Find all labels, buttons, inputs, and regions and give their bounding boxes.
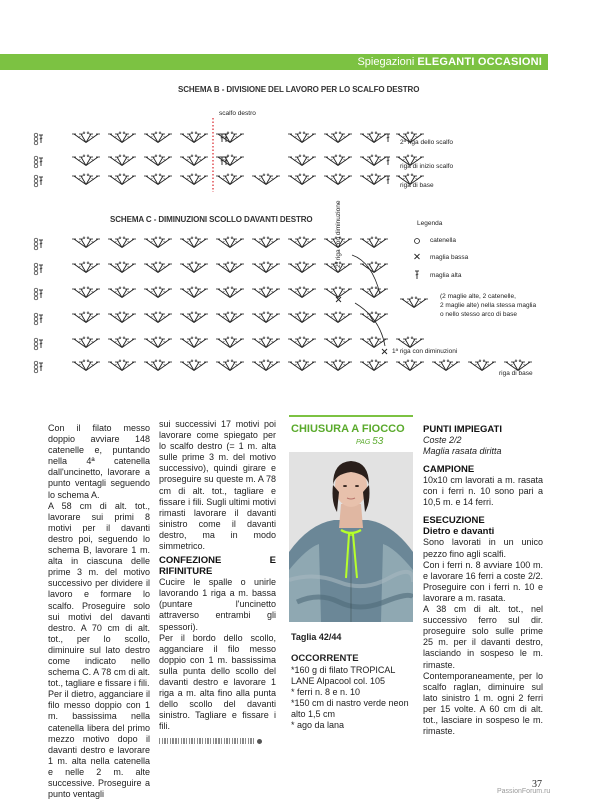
- fan-stitch: [72, 312, 100, 323]
- fan-stitch: [432, 360, 460, 371]
- fan-stitch: [108, 312, 136, 323]
- fan-stitch: [288, 312, 316, 323]
- esecuzione-heading: ESECUZIONE: [423, 515, 485, 527]
- fan-stitch: [108, 132, 136, 143]
- legend-fan-line-2: 2 maglie alte) nella stessa maglia: [440, 302, 537, 309]
- edge-stitch-group: [34, 133, 43, 145]
- fan-stitch: [324, 287, 352, 298]
- fan-stitch: [72, 155, 100, 166]
- dotbar-tick: [237, 738, 238, 744]
- fan-stitch: [216, 360, 244, 371]
- fan-stitch: [108, 262, 136, 273]
- fan-stitch: [180, 312, 208, 323]
- end-of-article-marker: [159, 738, 276, 744]
- dotbar-tick: [159, 738, 160, 744]
- fan-stitch: [180, 174, 208, 185]
- fan-stitch: [72, 174, 100, 185]
- dotbar-tick: [215, 738, 216, 744]
- fan-stitch: [144, 174, 172, 185]
- fan-stitch: [180, 155, 208, 166]
- materials-box: [291, 632, 413, 731]
- fan-stitch: [288, 360, 316, 371]
- fan-stitch: [144, 262, 172, 273]
- fan-stitch: [216, 174, 244, 185]
- punti-item: Maglia rasata diritta: [423, 446, 502, 457]
- fan-stitch: [252, 174, 280, 185]
- material-item: *160 g di filato TROPICAL LANE Alpacool col. 105: [291, 665, 396, 686]
- fan-stitch: [108, 237, 136, 248]
- single-crochet-cross-icon: [415, 254, 420, 259]
- col2-paragraph: Cucire le spalle o unirle lavorando 1 riga a m. bassa (puntare l'uncinetto attraverso entrambi gli spessori).: [159, 577, 276, 632]
- fan-stitch: [216, 237, 244, 248]
- schema-b-row-label-2: riga di inizio scalfo: [400, 163, 454, 170]
- campione-heading: CAMPIONE: [423, 464, 475, 476]
- legend-fan-line-1: (2 maglie alte, 2 catenelle,: [440, 293, 516, 300]
- watermark: PassionForum.ru: [497, 788, 551, 795]
- fan-stitch: [216, 132, 244, 143]
- schema-b-rows: [34, 132, 424, 187]
- fan-stitch: [216, 155, 244, 166]
- fan-stitch-icon: [400, 297, 428, 308]
- punti-heading: PUNTI IMPIEGATI: [423, 424, 502, 435]
- fan-stitch: [252, 237, 280, 248]
- dotbar-tick: [191, 738, 192, 744]
- fan-stitch: [360, 337, 388, 348]
- fan-stitch: [252, 360, 280, 371]
- fan-stitch: [180, 360, 208, 371]
- page-number: 37: [532, 779, 542, 790]
- fan-stitch: [180, 237, 208, 248]
- dotbar-tick: [248, 738, 249, 744]
- dotbar-end-dot: [257, 739, 262, 744]
- legend-fan-line-3: o nello stesso arco di base: [440, 311, 517, 318]
- first-dec-arc: [355, 303, 385, 346]
- fan-stitch: [288, 262, 316, 273]
- material-item: *150 cm di nastro verde neon alto 1,5 cm: [291, 698, 409, 719]
- double-crochet-stitch: [386, 134, 390, 142]
- punti-item: Coste 2/2: [423, 435, 462, 445]
- col4-paragraph: Sono lavorati in un unico pezzo fino agli scalfi.: [423, 537, 543, 559]
- fan-stitch: [324, 155, 352, 166]
- fan-stitch: [144, 237, 172, 248]
- second-dec-vertical-label: 2ª riga con diminuzione: [335, 200, 342, 268]
- fan-stitch: [108, 174, 136, 185]
- dotbar-tick: [226, 738, 227, 744]
- fan-stitch: [144, 337, 172, 348]
- fan-stitch: [360, 155, 388, 166]
- fan-stitch: [72, 287, 100, 298]
- scalfo-label: scalfo destro: [219, 110, 256, 117]
- dotbar-tick: [164, 738, 165, 744]
- edge-stitch-group: [34, 156, 43, 168]
- confezione-heading: CONFEZIONE E RIFINITURE: [159, 555, 276, 578]
- fan-stitch: [252, 262, 280, 273]
- dotbar-tick: [162, 738, 163, 744]
- edge-stitch-group: [34, 361, 43, 373]
- dotbar-tick: [186, 738, 187, 744]
- fan-stitch: [144, 132, 172, 143]
- schema-c-base-label: riga di base: [499, 370, 533, 377]
- fan-stitch: [252, 337, 280, 348]
- dotbar-tick: [253, 738, 254, 744]
- edge-stitch-group: [34, 338, 43, 350]
- legend-label-maglia-alta: maglia alta: [430, 272, 462, 279]
- schema-b-row-label-1: 2ª riga dello scalfo: [400, 139, 453, 146]
- model-photo-illustration: [289, 452, 413, 622]
- dotbar-tick: [221, 738, 222, 744]
- dotbar-tick: [194, 738, 195, 744]
- fan-stitch: [288, 174, 316, 185]
- section-title: ELEGANTI OCCASIONI: [417, 56, 542, 68]
- col2-paragraph: sui successivi 17 motivi poi lavorare come spiegato per lo scalfo destro (= 1 m. alta sulle prime 3 m. del motivo successivo), quindi girare e proseguire su queste m. A 78 cm di alt. tot., tagliare e fissare i fili. Sugli ultimi motivi rimasti lavorare il davanti sinistro come il davanti destro, ma in modo simmetrico.: [159, 419, 276, 552]
- fan-stitch: [216, 287, 244, 298]
- fan-stitch: [72, 337, 100, 348]
- fan-stitch: [72, 237, 100, 248]
- col4-paragraph: Con i ferri n. 8 avviare 100 m. e lavorare 16 ferri a coste 2/2. Proseguire con i ferri n. 10 e lavorare a m. rasata.: [423, 559, 543, 603]
- fan-stitch: [108, 360, 136, 371]
- fan-stitch: [180, 132, 208, 143]
- dotbar-tick: [181, 738, 182, 744]
- fan-stitch: [288, 337, 316, 348]
- material-item: * ferri n. 8 e n. 10: [291, 687, 361, 697]
- double-crochet-stitch: [386, 176, 390, 184]
- fan-stitch: [324, 174, 352, 185]
- dotbar-tick: [197, 738, 198, 744]
- fan-stitch: [72, 360, 100, 371]
- fan-stitch: [144, 312, 172, 323]
- edge-stitch-group: [34, 288, 43, 300]
- double-crochet-t-icon: [415, 271, 419, 279]
- fan-stitch: [360, 312, 388, 323]
- fan-stitch: [108, 155, 136, 166]
- instructions-column-2: [159, 419, 276, 744]
- fan-stitch: [108, 287, 136, 298]
- fan-stitch: [360, 262, 388, 273]
- fan-stitch: [180, 287, 208, 298]
- col1-paragraph: A 58 cm di alt. tot., lavorare sui primi 8 motivi per il davanti destro poi, seguendo lo schema B, lavorare 1 m. alta in ciascuna delle prime 3 m. del motivo successivo per dividere il lavoro e formare lo scalfo. Proseguire solo sui motivi del davanti destro. A 70 cm di alt. tot., per lo scollo, diminuire sul lato destro come indicato nello schema C. A 78 cm di alt. tot., tagliare e fissare i fili.: [48, 500, 150, 689]
- dotbar-tick: [207, 738, 208, 744]
- fan-stitch: [252, 287, 280, 298]
- dotbar-tick: [229, 738, 230, 744]
- dotbar-tick: [213, 738, 214, 744]
- fan-stitch: [468, 360, 496, 371]
- dotbar-tick: [167, 738, 168, 744]
- fan-stitch: [288, 155, 316, 166]
- dotbar-tick: [189, 738, 190, 744]
- fan-stitch: [180, 337, 208, 348]
- col1-paragraph: Per il dietro, agganciare il filo messo doppio con 1 m. bassissima nella catenella libera del primo mezzo motivo dopo il davanti destro e lavorare 1 m. alta nella catenella e nelle 2 m. alte successive. Proseguire a punto ventagli: [48, 689, 150, 800]
- model-photo: [289, 452, 413, 622]
- fan-stitch: [72, 262, 100, 273]
- fan-stitch: [180, 262, 208, 273]
- dotbar-tick: [170, 738, 171, 744]
- schema-b-row-label-3: riga di base: [400, 182, 434, 189]
- edge-stitch-group: [34, 313, 43, 325]
- dotbar-tick: [178, 738, 179, 744]
- dotbar-tick: [199, 738, 200, 744]
- fan-stitch: [144, 155, 172, 166]
- edge-stitch-group: [34, 263, 43, 275]
- instructions-column-1: [48, 423, 150, 800]
- legend-label-catenella: catenella: [430, 237, 457, 244]
- fan-stitch: [396, 337, 424, 348]
- dotbar-tick: [234, 738, 235, 744]
- dec-x-mark-1: [382, 349, 387, 354]
- fan-stitch: [72, 132, 100, 143]
- fan-stitch: [324, 337, 352, 348]
- fan-stitch: [216, 337, 244, 348]
- fan-stitch: [360, 174, 388, 185]
- col4-paragraph: A 38 cm di alt. tot., nel successivo ferro sul dir. proseguire solo sulle prime 25 m. per il davanti destro, lasciando in sospeso le m. rimaste. Contemporaneamente, per lo scalfo raglan, diminuire sul lato sinistro 1 m. ogni 2 ferri per 15 volte. A 60 cm di alt. tot., lasciare in sospeso le m. rimaste.: [423, 604, 543, 737]
- dotbar-tick: [245, 738, 246, 744]
- article-title: CHIUSURA A FIOCCO: [291, 423, 405, 435]
- legend-fan-text: [440, 292, 536, 319]
- size-label: Taglia 42/44: [291, 632, 342, 642]
- fan-stitch: [288, 237, 316, 248]
- fan-stitch: [360, 360, 388, 371]
- edge-stitch-group: [34, 175, 43, 187]
- fan-stitch: [288, 132, 316, 143]
- dotbar-tick: [232, 738, 233, 744]
- section-label: Spiegazioni: [357, 56, 415, 68]
- fan-stitch: [324, 360, 352, 371]
- legend-label-maglia-bassa: maglia bassa: [430, 254, 469, 261]
- fan-stitch: [324, 312, 352, 323]
- page-reference-label: PAG: [356, 439, 371, 446]
- fan-stitch: [396, 360, 424, 371]
- page-reference[interactable]: [356, 436, 383, 447]
- page-reference-number: 53: [372, 436, 384, 447]
- legend-title: Legenda: [417, 220, 443, 227]
- fan-stitch: [288, 287, 316, 298]
- fan-stitch: [144, 360, 172, 371]
- dotbar-tick: [183, 738, 184, 744]
- double-crochet-stitch: [386, 157, 390, 165]
- dotbar-tick: [224, 738, 225, 744]
- edge-stitch-group: [34, 238, 43, 250]
- fan-stitch: [144, 287, 172, 298]
- card-top-line: [289, 415, 413, 417]
- col1-paragraph: Con il filato messo doppio avviare 148 catenelle e, puntando nella 4ª catenella dall'uncinetto, lavorare a punto ventagli seguendo lo schema A.: [48, 423, 150, 500]
- dotbar-tick: [210, 738, 211, 744]
- instructions-column-4: [423, 424, 543, 737]
- col2-paragraph: Per il bordo dello scollo, agganciare il filo messo doppio con 1 m. bassissima sulla punta dello scollo del davanti destro e lavorare 1 riga a m. alta fino alla punta dello scollo del davanti sinistro. Tagliare e fissare i fili.: [159, 632, 276, 732]
- schema-b-title: SCHEMA B - DIVISIONE DEL LAVORO PER LO SCALFO DESTRO: [178, 85, 420, 94]
- fan-stitch: [360, 237, 388, 248]
- dotbar-tick: [202, 738, 203, 744]
- fan-stitch: [504, 360, 532, 371]
- fan-stitch: [216, 312, 244, 323]
- material-item: * ago da lana: [291, 720, 345, 730]
- dotbar-tick: [240, 738, 241, 744]
- fan-stitch: [216, 262, 244, 273]
- dotbar-tick: [218, 738, 219, 744]
- occorrente-heading: OCCORRENTE: [291, 653, 359, 664]
- dotbar-tick: [250, 738, 251, 744]
- chain-stitch-circle-icon: [415, 239, 420, 244]
- second-dec-arc: [352, 255, 380, 294]
- dotbar-tick: [175, 738, 176, 744]
- dotbar-tick: [205, 738, 206, 744]
- campione-text: 10x10 cm lavorati a m. rasata con i ferri n. 10 sono pari a 10,5 m. e 14 ferri.: [423, 475, 543, 508]
- first-dec-label: 1ª riga con diminuzioni: [392, 348, 458, 355]
- fan-stitch: [108, 337, 136, 348]
- dietro-davanti-subheading: Dietro e davanti: [423, 526, 495, 538]
- fan-stitch: [360, 287, 388, 298]
- schema-c-title: SCHEMA C - DIMINUZIONI SCOLLO DAVANTI DESTRO: [110, 215, 313, 224]
- fan-stitch: [252, 312, 280, 323]
- dotbar-tick: [172, 738, 173, 744]
- fan-stitch: [324, 132, 352, 143]
- dec-x-mark-2: [336, 297, 341, 302]
- dotbar-tick: [242, 738, 243, 744]
- fan-stitch: [360, 132, 388, 143]
